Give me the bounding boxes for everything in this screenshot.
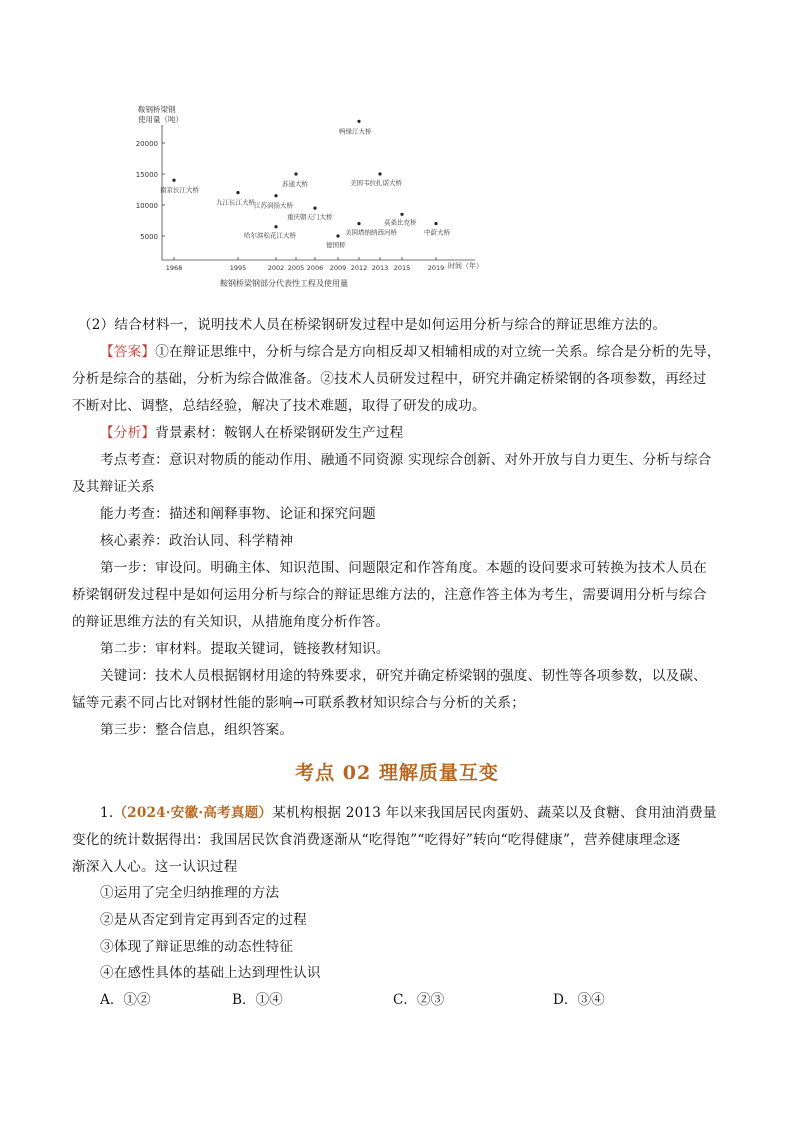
x-tick-group bbox=[166, 257, 445, 272]
question-1-line-3: 渐深入人心。这一认识过程 bbox=[72, 859, 238, 875]
analysis-tag: 【分析】 bbox=[100, 425, 156, 441]
analysis-line-2: 考点考查：意识对物质的能动作用、融通不同资源 实现综合创新、对外开放与自力更生、分析与综合 bbox=[100, 452, 712, 468]
answer-line-3: 不断对比、调整，总结经验，解决了技术难题，取得了研发的成功。 bbox=[72, 398, 486, 414]
y-tick-label: 20000 bbox=[135, 140, 158, 148]
y-tick-label: 5000 bbox=[140, 233, 158, 241]
option-b[interactable]: B．①④ bbox=[232, 992, 283, 1008]
data-point bbox=[236, 191, 239, 194]
bridge-steel-chart bbox=[135, 100, 500, 295]
data-point-label: 莫桑比克桥 bbox=[384, 218, 417, 227]
x-tick-label: 1968 bbox=[165, 264, 183, 272]
analysis-line-4: 能力考查：描述和阐释事物、论证和探究问题 bbox=[100, 506, 376, 522]
data-point-label: 南京长江大桥 bbox=[160, 186, 199, 195]
answer-text-1: ①在辩证思维中，分析与综合是方向相反却又相辅相成的对立统一关系。综合是分析的先导， bbox=[155, 344, 721, 360]
data-point bbox=[274, 225, 277, 228]
data-point-label: 苏通大桥 bbox=[282, 180, 308, 188]
answer-line-2: 分析是综合的基础，分析为综合做准备。②技术人员研发过程中，研究并确定桥梁钢的各项参数，再经过 bbox=[72, 371, 707, 387]
analysis-line-12: 第三步：整合信息，组织答案。 bbox=[100, 722, 294, 738]
answer-line-1 bbox=[100, 340, 721, 360]
x-tick-label: 1995 bbox=[229, 264, 247, 272]
x-axis-label: 时间（年） bbox=[448, 262, 483, 270]
data-point-label: 中蔚大桥 bbox=[424, 228, 450, 237]
x-tick-label: 2013 bbox=[371, 264, 389, 272]
analysis-line-1 bbox=[100, 421, 403, 441]
x-tick-label: 2009 bbox=[329, 264, 347, 272]
data-point bbox=[434, 222, 437, 225]
analysis-line-11: 锰等元素不同占比对钢材性能的影响→可联系教材知识综合与分析的关系； bbox=[72, 695, 525, 711]
y-tick-label: 10000 bbox=[135, 202, 158, 210]
data-point bbox=[357, 120, 360, 123]
analysis-line-8: 的辩证思维方法的有关知识，从措施角度分析作答。 bbox=[72, 614, 390, 630]
analysis-text-1: 背景素材：鞍钢人在桥梁钢研发生产过程 bbox=[155, 425, 404, 441]
data-point-label: 德国桥 bbox=[326, 241, 346, 249]
option-d[interactable]: D．③④ bbox=[553, 992, 605, 1008]
data-point bbox=[336, 234, 339, 237]
question-1-source: （2024·安徽·高考真题） bbox=[113, 805, 273, 821]
y-axis-label-line1: 鞍钢桥梁钢 bbox=[138, 105, 176, 114]
x-tick-label: 2005 bbox=[287, 264, 305, 272]
analysis-line-9: 第二步：审材料。提取关键词，链接教材知识。 bbox=[100, 641, 390, 657]
chart-title: 鞍钢桥梁钢部分代表性工程及使用量 bbox=[220, 279, 348, 288]
data-point bbox=[274, 194, 277, 197]
data-point bbox=[378, 172, 381, 175]
analysis-line-3: 及其辩证关系 bbox=[72, 479, 155, 495]
data-point bbox=[357, 222, 360, 225]
data-point-label: 九江长江大桥 bbox=[216, 198, 255, 207]
question-2: （2）结合材料一，说明技术人员在桥梁钢研发过程中是如何运用分析与综合的辩证思维方法的。 bbox=[78, 317, 667, 333]
x-tick-label: 2006 bbox=[306, 264, 324, 272]
y-tick-label: 15000 bbox=[135, 171, 158, 179]
statement-3: ③体现了辩证思维的动态性特征 bbox=[100, 939, 294, 955]
section-heading: 考点 02 理解质量互变 bbox=[295, 762, 499, 784]
data-point-group bbox=[160, 120, 451, 249]
data-point bbox=[313, 207, 316, 210]
x-tick-label: 2002 bbox=[267, 264, 285, 272]
data-point bbox=[294, 172, 297, 175]
x-tick-label: 2019 bbox=[427, 264, 445, 272]
data-point-label: 美国塔纳纳西河桥 bbox=[345, 228, 397, 237]
x-tick-label: 2015 bbox=[393, 264, 411, 272]
question-1-line-1 bbox=[100, 801, 717, 821]
data-point-label: 重庆朝天门大桥 bbox=[287, 213, 333, 222]
question-1-number: 1. bbox=[100, 805, 114, 821]
question-1-line-2: 变化的统计数据得出：我国居民饮食消费逐渐从“吃得饱”“吃得好”转向“吃得健康”，营养健康理念逐 bbox=[72, 832, 681, 848]
x-tick-label: 2012 bbox=[350, 264, 368, 272]
data-point-label: 江苏润扬大桥 bbox=[254, 201, 293, 210]
y-axis-label-line2: 使用量（吨） bbox=[138, 115, 183, 124]
data-point bbox=[400, 213, 403, 216]
analysis-line-10: 关键词：技术人员根据钢材用途的特殊要求，研究并确定桥梁钢的强度、韧性等各项参数，以及碳、 bbox=[100, 668, 707, 684]
analysis-line-5: 核心素养：政治认同、科学精神 bbox=[100, 533, 294, 549]
statement-1: ①运用了完全归纳推理的方法 bbox=[100, 885, 280, 901]
option-a[interactable]: A．①② bbox=[100, 992, 151, 1008]
data-point-label: 鸭绿江大桥 bbox=[339, 127, 372, 136]
statement-4: ④在感性具体的基础上达到理性认识 bbox=[100, 965, 321, 981]
analysis-line-7: 桥梁钢研发过程中是如何运用分析与综合的辩证思维方法的，注意作答主体为考生，需要调用分析与综合 bbox=[72, 587, 707, 603]
data-point-label: 哈尔滨松花江大桥 bbox=[244, 231, 296, 240]
question-1-text: 某机构根据 2013 年以来我国居民肉蛋奶、蔬菜以及食糖、食用油消费量 bbox=[272, 805, 717, 821]
answer-tag: 【答案】 bbox=[100, 344, 156, 360]
option-c[interactable]: C．②③ bbox=[393, 992, 445, 1008]
data-point-label: 美国韦拉扎诺大桥 bbox=[350, 179, 402, 187]
data-point bbox=[172, 179, 175, 182]
statement-2: ②是从否定到肯定再到否定的过程 bbox=[100, 912, 307, 928]
analysis-line-6: 第一步：审设问。明确主体、知识范围、问题限定和作答角度。本题的设问要求可转换为技术人员在 bbox=[100, 560, 707, 576]
